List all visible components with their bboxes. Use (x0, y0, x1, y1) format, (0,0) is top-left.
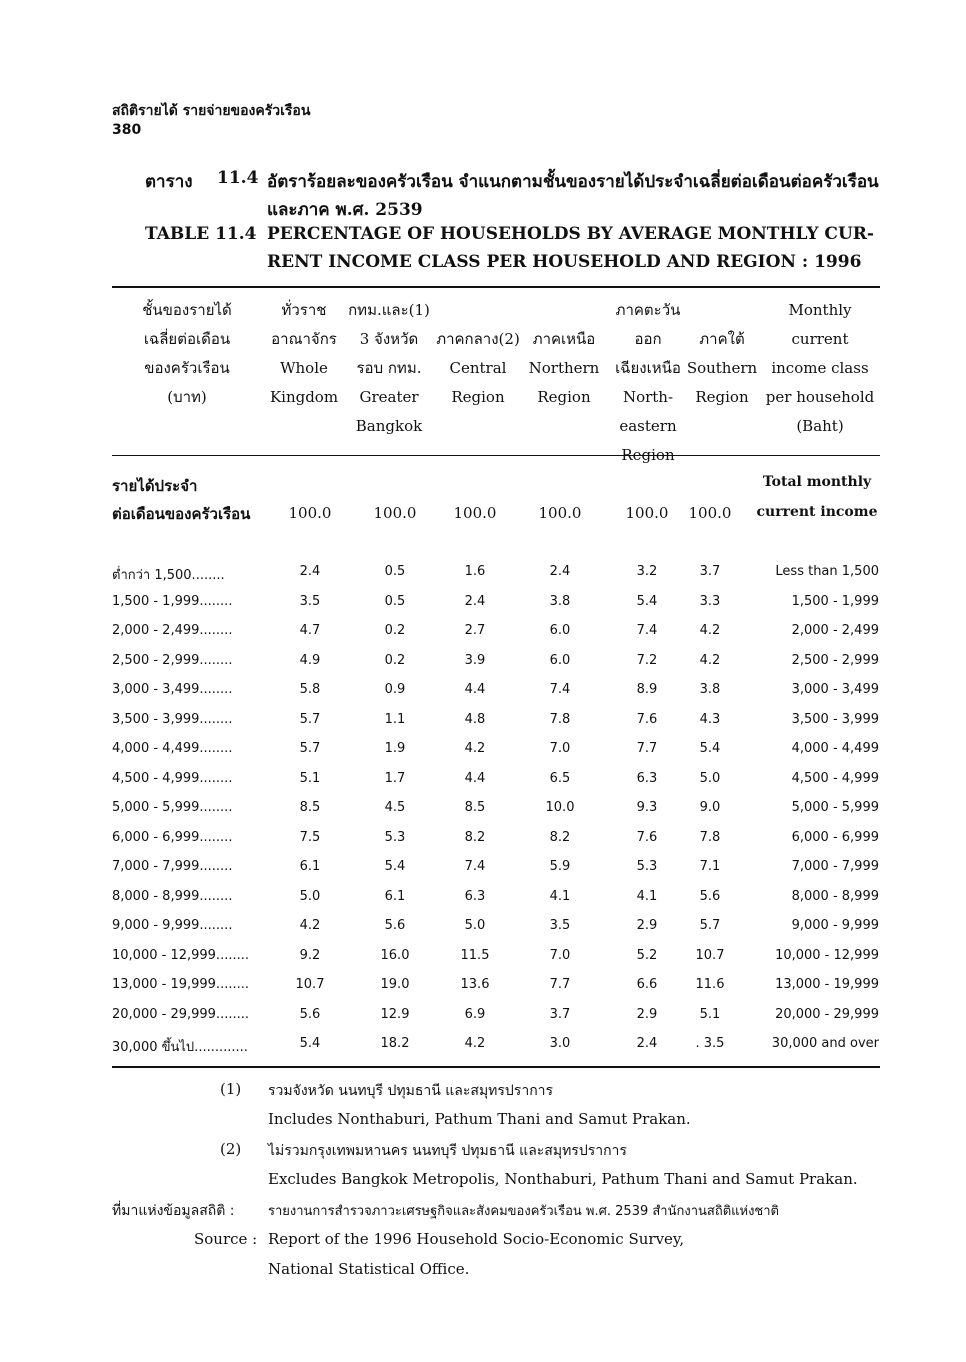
row-income-label: 2,000 - 2,499........ (112, 623, 233, 638)
row-income-label: 30,000 ขึ้นไป............. (112, 1040, 248, 1055)
row-income-label-en: 8,000 - 8,999 (791, 888, 879, 904)
table-cell: 6.6 (636, 977, 658, 992)
table-cell: 3.8 (699, 682, 721, 697)
note2-th: ไม่รวมกรุงเทพมหานคร นนทบุรี ปทุมธานี และสมุทรปราการ (268, 1143, 627, 1159)
table-cell: 5.6 (384, 918, 406, 933)
table-cell: 4.1 (636, 888, 658, 904)
col-header-line: eastern (619, 417, 677, 435)
table-cell: 6.0 (549, 652, 571, 668)
row-income-label-en: 2,500 - 2,999 (791, 652, 879, 668)
table-cell: 8.5 (299, 800, 321, 815)
col-header-line: ภาคเหนือ (532, 330, 596, 348)
col-header-line: ภาคใต้ (699, 330, 745, 348)
table-cell: 4.3 (699, 711, 721, 727)
table-cell: 5.2 (636, 947, 658, 963)
table-cell: 3.7 (699, 564, 721, 579)
row-income-label: 8,000 - 8,999........ (112, 888, 233, 904)
total-label-en-1: Total monthly (762, 474, 872, 490)
row-income-label-en: 3,000 - 3,499 (791, 682, 879, 697)
table-cell: 7.7 (636, 741, 658, 756)
header-rule (112, 455, 880, 456)
col-header-line: รอบ กทม. (356, 359, 422, 377)
col-header-line: ชั้นของรายได้ (142, 301, 232, 319)
table-cell: 11.5 (460, 947, 490, 963)
table-cell: 4.2 (464, 1036, 486, 1051)
table-cell: 7.0 (549, 947, 571, 963)
table-cell: 13.6 (460, 977, 490, 992)
table-cell: 4.2 (699, 652, 721, 668)
table-cell: 4.1 (549, 888, 571, 904)
col-header-line: Bangkok (355, 417, 423, 435)
col-header-line: per household (765, 388, 875, 406)
table-cell: 4.8 (464, 711, 486, 727)
table-cell: 3.2 (636, 564, 658, 579)
total-value: 100.0 (538, 504, 582, 522)
table-cell: 7.6 (636, 711, 658, 727)
book-title: สถิติรายได้ รายจ่ายของครัวเรือน (112, 103, 311, 119)
note2-mark: (2) (220, 1140, 242, 1158)
table-cell: 9.0 (699, 800, 721, 815)
total-value: 100.0 (373, 504, 417, 522)
row-income-label-en: 2,000 - 2,499 (791, 623, 879, 638)
note1-en: Includes Nonthaburi, Pathum Thani and Samut Prakan. (268, 1110, 691, 1128)
table-cell: 5.0 (464, 918, 486, 933)
table-cell: 3.9 (464, 652, 486, 668)
table-cell: 3.0 (549, 1036, 571, 1051)
table-cell: 7.4 (464, 859, 486, 874)
table-cell: 5.6 (699, 888, 721, 904)
note1-th: รวมจังหวัด นนทบุรี ปทุมธานี และสมุทรปราการ (268, 1083, 554, 1099)
total-value: 100.0 (688, 504, 732, 522)
table-cell: 1.9 (384, 741, 406, 756)
table-cell: 5.9 (549, 859, 571, 874)
row-income-label: 10,000 - 12,999........ (112, 947, 249, 963)
page-number: 380 (112, 122, 142, 138)
title-th-text: อัตราร้อยละของครัวเรือน จำแนกตามชั้นของรายได้ประจำเฉลี่ยต่อเดือนต่อครัวเรือน (267, 172, 879, 192)
col-header-line: อาณาจักร (271, 330, 337, 348)
table-cell: 8.9 (636, 682, 658, 697)
col-header-central (434, 325, 522, 412)
table-cell: 3.3 (699, 593, 721, 609)
table-cell: 2.7 (464, 623, 486, 638)
col-header-line: Monthly current (788, 301, 852, 348)
row-income-label-en: 1,500 - 1,999 (791, 593, 879, 609)
title-en-label: TABLE 11.4 (145, 224, 257, 244)
note1-mark: (1) (220, 1080, 242, 1098)
table-cell: 1.7 (384, 770, 406, 786)
table-cell: 1.6 (464, 564, 486, 579)
source-th: รายงานการสำรวจภาวะเศรษฐกิจและสังคมของครัวเรือน พ.ศ. 2539 สำนักงานสถิติแห่งชาติ (268, 1204, 779, 1219)
table-cell: 16.0 (380, 947, 410, 963)
total-label-en-2: current income (756, 504, 878, 520)
row-income-label: 13,000 - 19,999........ (112, 977, 249, 992)
table-cell: 4.2 (299, 918, 321, 933)
row-income-label-en: 13,000 - 19,999 (775, 977, 879, 992)
col-header-greater-bangkok (346, 296, 432, 441)
table-cell: 2.4 (549, 564, 571, 579)
table-cell: 6.3 (636, 770, 658, 786)
table-cell: 6.9 (464, 1006, 486, 1022)
row-income-label-en: 20,000 - 29,999 (775, 1006, 879, 1022)
table-cell: 0.5 (384, 593, 406, 609)
table-cell: 4.4 (464, 770, 486, 786)
col-header-line: Region (621, 446, 675, 464)
table-cell: 2.9 (636, 918, 658, 933)
table-cell: 5.1 (699, 1006, 721, 1022)
table-cell: 5.1 (299, 770, 321, 786)
total-value: 100.0 (453, 504, 497, 522)
table-cell: 3.5 (299, 593, 321, 609)
col-header-income-th (112, 296, 262, 412)
table-cell: 1.1 (384, 711, 406, 727)
row-income-label: ต่ำกว่า 1,500........ (112, 568, 225, 583)
table-bottom-rule (112, 1066, 880, 1068)
table-cell: 0.5 (384, 564, 406, 579)
table-cell: 5.0 (699, 770, 721, 786)
col-header-line: Region (537, 388, 591, 406)
source-en-1: Report of the 1996 Household Socio-Economic Survey, (268, 1230, 685, 1248)
table-cell: 7.8 (699, 829, 721, 845)
col-header-line: กทม.และ(1) (348, 301, 430, 319)
row-income-label: 4,500 - 4,999........ (112, 770, 233, 786)
row-income-label: 1,500 - 1,999........ (112, 593, 233, 609)
row-income-label-en: 5,000 - 5,999 (791, 800, 879, 815)
table-cell: 8.2 (549, 829, 571, 845)
table-cell: 7.5 (299, 829, 321, 845)
table-cell: 2.4 (299, 564, 321, 579)
table-cell: 4.9 (299, 652, 321, 668)
table-cell: 7.2 (636, 652, 658, 668)
table-cell: 3.5 (549, 918, 571, 933)
table-cell: 3.7 (549, 1006, 571, 1022)
table-cell: 6.0 (549, 623, 571, 638)
table-cell: 7.1 (699, 859, 721, 874)
table-cell: 10.7 (695, 947, 725, 963)
table-cell: 0.2 (384, 652, 406, 668)
row-income-label-en: 6,000 - 6,999 (791, 829, 879, 845)
title-en-text2: RENT INCOME CLASS PER HOUSEHOLD AND REGION : 1996 (267, 252, 862, 272)
col-header-line: Central (449, 359, 507, 377)
table-cell: 19.0 (380, 977, 410, 992)
row-income-label: 3,500 - 3,999........ (112, 711, 233, 727)
table-cell: 5.8 (299, 682, 321, 697)
table-cell: 7.4 (636, 623, 658, 638)
title-th-text2: และภาค พ.ศ. 2539 (267, 200, 423, 220)
col-header-line: North- (622, 388, 674, 406)
table-cell: 8.2 (464, 829, 486, 845)
row-income-label-en: 10,000 - 12,999 (775, 947, 879, 963)
table-cell: 8.5 (464, 800, 486, 815)
table-cell: 7.8 (549, 711, 571, 727)
source-en-2: National Statistical Office. (268, 1260, 470, 1278)
row-income-label: 3,000 - 3,499........ (112, 682, 233, 697)
col-header-northeastern (604, 296, 692, 470)
total-value: 100.0 (625, 504, 669, 522)
table-cell: 4.2 (464, 741, 486, 756)
col-header-line: ของครัวเรือน (144, 359, 230, 377)
col-header-line: เฉลี่ยต่อเดือน (143, 330, 231, 348)
row-income-label-en: 9,000 - 9,999 (791, 918, 879, 933)
table-cell: 6.3 (464, 888, 486, 904)
table-cell: 7.4 (549, 682, 571, 697)
table-cell: 7.7 (549, 977, 571, 992)
table-cell: . 3.5 (695, 1036, 725, 1051)
total-label-th-2: ต่อเดือนของครัวเรือน (112, 505, 251, 523)
table-cell: 3.8 (549, 593, 571, 609)
table-cell: 11.6 (695, 977, 725, 992)
table-cell: 5.4 (699, 741, 721, 756)
table-cell: 6.1 (299, 859, 321, 874)
col-header-line: 3 จังหวัด (359, 330, 419, 348)
table-cell: 4.7 (299, 623, 321, 638)
table-cell: 5.7 (299, 741, 321, 756)
table-cell: 12.9 (380, 1006, 410, 1022)
title-th-label: ตาราง (145, 172, 193, 192)
col-header-line: ภาคกลาง(2) (436, 330, 520, 348)
total-label-th-1: รายได้ประจำ (112, 477, 198, 495)
col-header-line: Kingdom (269, 388, 339, 406)
col-header-line: Northern (528, 359, 600, 377)
table-cell: 2.4 (636, 1036, 658, 1051)
col-header-line: ทั่วราช (281, 301, 327, 319)
source-th-label: ที่มาแห่งข้อมูลสถิติ : (112, 1203, 235, 1219)
table-cell: 4.4 (464, 682, 486, 697)
table-cell: 18.2 (380, 1036, 410, 1051)
col-header-northern (522, 325, 606, 412)
total-value: 100.0 (288, 504, 332, 522)
table-cell: 2.9 (636, 1006, 658, 1022)
col-header-whole-kingdom (266, 296, 342, 412)
row-income-label: 5,000 - 5,999........ (112, 800, 233, 815)
row-income-label: 6,000 - 6,999........ (112, 829, 233, 845)
table-cell: 5.4 (636, 593, 658, 609)
table-cell: 7.0 (549, 741, 571, 756)
row-income-label-en: 4,500 - 4,999 (791, 770, 879, 786)
col-header-line: เฉียงเหนือ (615, 359, 681, 377)
table-cell: 4.5 (384, 800, 406, 815)
col-header-southern (686, 325, 758, 412)
col-header-line: ภาคตะวันออก (615, 301, 681, 348)
table-top-rule (112, 286, 880, 288)
table-cell: 5.6 (299, 1006, 321, 1022)
col-header-income-en (758, 296, 882, 441)
table-cell: 7.6 (636, 829, 658, 845)
table-cell: 0.9 (384, 682, 406, 697)
table-cell: 0.2 (384, 623, 406, 638)
table-cell: 5.4 (299, 1036, 321, 1051)
row-income-label: 4,000 - 4,499........ (112, 741, 233, 756)
table-cell: 6.1 (384, 888, 406, 904)
source-en-label: Source : (194, 1230, 258, 1248)
row-income-label: 20,000 - 29,999........ (112, 1006, 249, 1022)
note2-en: Excludes Bangkok Metropolis, Nonthaburi, Pathum Thani and Samut Prakan. (268, 1170, 858, 1188)
table-cell: 9.3 (636, 800, 658, 815)
table-cell: 5.3 (636, 859, 658, 874)
row-income-label: 2,500 - 2,999........ (112, 652, 233, 668)
row-income-label-en: Less than 1,500 (775, 564, 879, 579)
col-header-line: Southern (686, 359, 758, 377)
table-cell: 4.2 (699, 623, 721, 638)
table-cell: 5.7 (699, 918, 721, 933)
row-income-label-en: 30,000 and over (771, 1036, 879, 1051)
table-cell: 5.4 (384, 859, 406, 874)
table-cell: 2.4 (464, 593, 486, 609)
row-income-label: 7,000 - 7,999........ (112, 859, 233, 874)
row-income-label-en: 7,000 - 7,999 (791, 859, 879, 874)
col-header-line: Greater (359, 388, 419, 406)
col-header-line: Region (451, 388, 505, 406)
row-income-label-en: 3,500 - 3,999 (791, 711, 879, 727)
table-cell: 5.3 (384, 829, 406, 845)
table-cell: 6.5 (549, 770, 571, 786)
table-cell: 5.0 (299, 888, 321, 904)
row-income-label: 9,000 - 9,999........ (112, 918, 233, 933)
table-number: 11.4 (217, 168, 259, 188)
col-header-line: (บาท) (167, 388, 207, 406)
col-header-line: Region (695, 388, 749, 406)
table-cell: 5.7 (299, 711, 321, 727)
row-income-label-en: 4,000 - 4,499 (791, 741, 879, 756)
col-header-line: Whole (280, 359, 328, 377)
table-cell: 10.7 (295, 977, 325, 992)
col-header-line: income class (771, 359, 869, 377)
col-header-line: (Baht) (796, 417, 844, 435)
table-cell: 10.0 (545, 800, 575, 815)
table-cell: 9.2 (299, 947, 321, 963)
title-en-text: PERCENTAGE OF HOUSEHOLDS BY AVERAGE MONTHLY CUR- (267, 224, 874, 244)
